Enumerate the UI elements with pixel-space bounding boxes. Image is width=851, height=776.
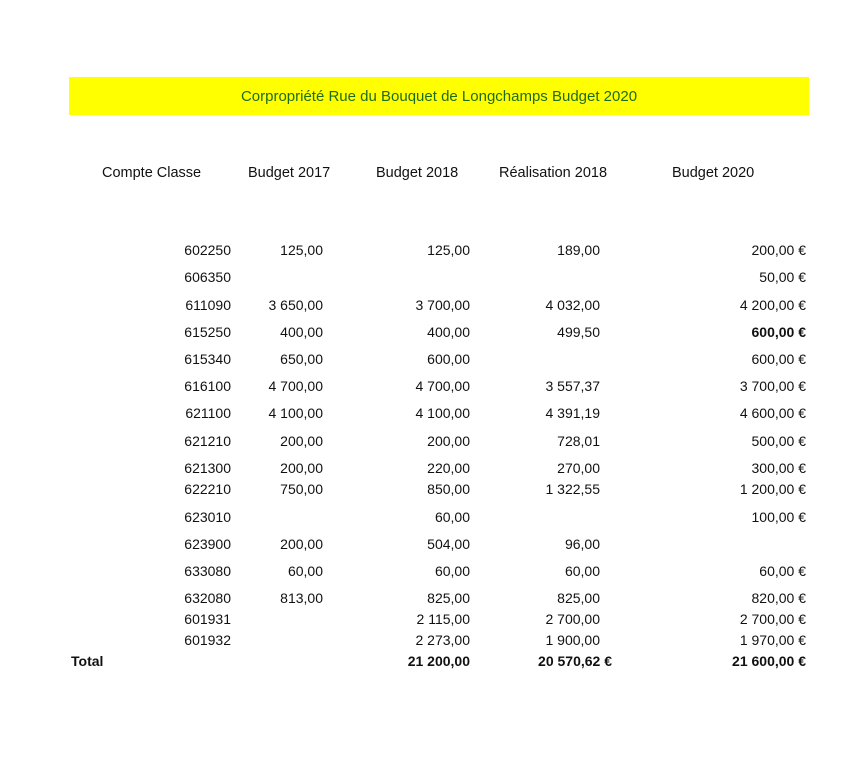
cell-budget-2018: 400,00 bbox=[427, 324, 470, 340]
cell-realisation-2018: 728,01 bbox=[557, 433, 600, 449]
cell-budget-2020: 1 970,00 € bbox=[739, 632, 806, 648]
cell-realisation-2018: 3 557,37 bbox=[545, 378, 600, 394]
cell-budget-2020: 820,00 € bbox=[751, 590, 806, 606]
total-budget-2020: 21 600,00 € bbox=[732, 653, 806, 669]
cell-budget-2018: 600,00 bbox=[427, 351, 470, 367]
table-row bbox=[0, 480, 851, 498]
table-row bbox=[0, 508, 851, 526]
cell-budget-2017: 4 700,00 bbox=[268, 378, 323, 394]
cell-budget-2018: 60,00 bbox=[434, 563, 470, 579]
cell-compte: 611090 bbox=[185, 297, 231, 313]
cell-realisation-2018: 270,00 bbox=[557, 460, 600, 476]
cell-compte: 615250 bbox=[184, 324, 231, 340]
total-budget-2018: 21 200,00 bbox=[407, 653, 470, 669]
cell-budget-2018: 825,00 bbox=[427, 590, 470, 606]
cell-budget-2018: 3 700,00 bbox=[415, 297, 470, 313]
header-realisation-2018: Réalisation 2018 bbox=[499, 165, 608, 181]
cell-budget-2020: 500,00 € bbox=[751, 433, 806, 449]
table-row bbox=[0, 459, 851, 477]
header-budget-2020: Budget 2020 bbox=[672, 165, 755, 181]
cell-budget-2020: 50,00 € bbox=[759, 269, 806, 285]
cell-budget-2017: 200,00 bbox=[280, 460, 323, 476]
cell-realisation-2018: 1 900,00 bbox=[545, 632, 600, 648]
cell-budget-2017: 4 100,00 bbox=[268, 405, 323, 421]
cell-compte: 623900 bbox=[184, 536, 231, 552]
cell-budget-2017: 400,00 bbox=[280, 324, 323, 340]
cell-compte: 602250 bbox=[184, 242, 231, 258]
table-row bbox=[0, 350, 851, 368]
cell-budget-2020: 100,00 € bbox=[751, 509, 806, 525]
cell-budget-2020: 600,00 € bbox=[751, 324, 806, 340]
cell-budget-2017: 200,00 bbox=[280, 536, 323, 552]
table-row bbox=[0, 241, 851, 259]
cell-budget-2018: 125,00 bbox=[427, 242, 470, 258]
cell-budget-2017: 125,00 bbox=[280, 242, 323, 258]
header-budget-2018: Budget 2018 bbox=[376, 165, 459, 181]
cell-compte: 606350 bbox=[184, 269, 231, 285]
cell-budget-2017: 60,00 bbox=[287, 563, 323, 579]
cell-budget-2020: 4 600,00 € bbox=[739, 405, 806, 421]
cell-budget-2018: 2 115,00 bbox=[416, 611, 470, 627]
cell-compte: 601932 bbox=[184, 632, 231, 648]
header-budget-2017: Budget 2017 bbox=[248, 165, 331, 181]
cell-realisation-2018: 2 700,00 bbox=[545, 611, 600, 627]
table-row bbox=[0, 296, 851, 314]
cell-compte: 632080 bbox=[184, 590, 231, 606]
cell-budget-2017: 750,00 bbox=[280, 481, 323, 497]
page-title: Corpropriété Rue du Bouquet de Longchamps Budget 2020 bbox=[240, 87, 638, 105]
cell-realisation-2018: 499,50 bbox=[557, 324, 600, 340]
total-realisation-2018: 20 570,62 € bbox=[538, 653, 612, 669]
cell-realisation-2018: 60,00 bbox=[564, 563, 600, 579]
cell-budget-2018: 60,00 bbox=[434, 509, 470, 525]
cell-budget-2018: 4 100,00 bbox=[415, 405, 470, 421]
cell-budget-2018: 200,00 bbox=[427, 433, 470, 449]
cell-budget-2018: 220,00 bbox=[427, 460, 470, 476]
cell-compte: 616100 bbox=[184, 378, 231, 394]
cell-realisation-2018: 4 391,19 bbox=[545, 405, 600, 421]
table-row bbox=[0, 589, 851, 607]
cell-budget-2020: 3 700,00 € bbox=[739, 378, 806, 394]
cell-realisation-2018: 189,00 bbox=[557, 242, 600, 258]
cell-budget-2020: 300,00 € bbox=[751, 460, 806, 476]
table-row bbox=[0, 535, 851, 553]
cell-realisation-2018: 4 032,00 bbox=[545, 297, 600, 313]
table-row bbox=[0, 404, 851, 422]
cell-compte: 615340 bbox=[184, 351, 231, 367]
table-row bbox=[0, 268, 851, 286]
cell-budget-2017: 650,00 bbox=[280, 351, 323, 367]
cell-budget-2018: 4 700,00 bbox=[415, 378, 470, 394]
table-row bbox=[0, 323, 851, 341]
table-row bbox=[0, 377, 851, 395]
cell-budget-2020: 1 200,00 € bbox=[739, 481, 806, 497]
cell-compte: 633080 bbox=[184, 563, 231, 579]
cell-budget-2020: 2 700,00 € bbox=[739, 611, 806, 627]
cell-budget-2020: 60,00 € bbox=[759, 563, 806, 579]
table-row bbox=[0, 432, 851, 450]
total-row bbox=[0, 652, 851, 670]
table-row bbox=[0, 562, 851, 580]
cell-budget-2018: 2 273,00 bbox=[415, 632, 470, 648]
cell-realisation-2018: 825,00 bbox=[557, 590, 600, 606]
cell-compte: 621300 bbox=[184, 460, 231, 476]
table-row bbox=[0, 610, 851, 628]
cell-compte: 623010 bbox=[184, 509, 231, 525]
cell-compte: 601931 bbox=[184, 611, 231, 627]
table-row bbox=[0, 631, 851, 649]
cell-compte: 622210 bbox=[184, 481, 231, 497]
cell-realisation-2018: 96,00 bbox=[564, 536, 600, 552]
title-banner bbox=[69, 77, 809, 115]
total-label: Total bbox=[71, 653, 104, 669]
cell-budget-2020: 600,00 € bbox=[751, 351, 806, 367]
cell-budget-2017: 813,00 bbox=[280, 590, 323, 606]
cell-budget-2017: 3 650,00 bbox=[268, 297, 323, 313]
cell-budget-2020: 200,00 € bbox=[751, 242, 806, 258]
cell-compte: 621100 bbox=[185, 405, 231, 421]
cell-compte: 621210 bbox=[184, 433, 231, 449]
cell-budget-2020: 4 200,00 € bbox=[739, 297, 806, 313]
cell-budget-2017: 200,00 bbox=[280, 433, 323, 449]
cell-budget-2018: 504,00 bbox=[427, 536, 470, 552]
cell-realisation-2018: 1 322,55 bbox=[545, 481, 600, 497]
header-compte-classe: Compte Classe bbox=[102, 165, 202, 181]
cell-budget-2018: 850,00 bbox=[427, 481, 470, 497]
